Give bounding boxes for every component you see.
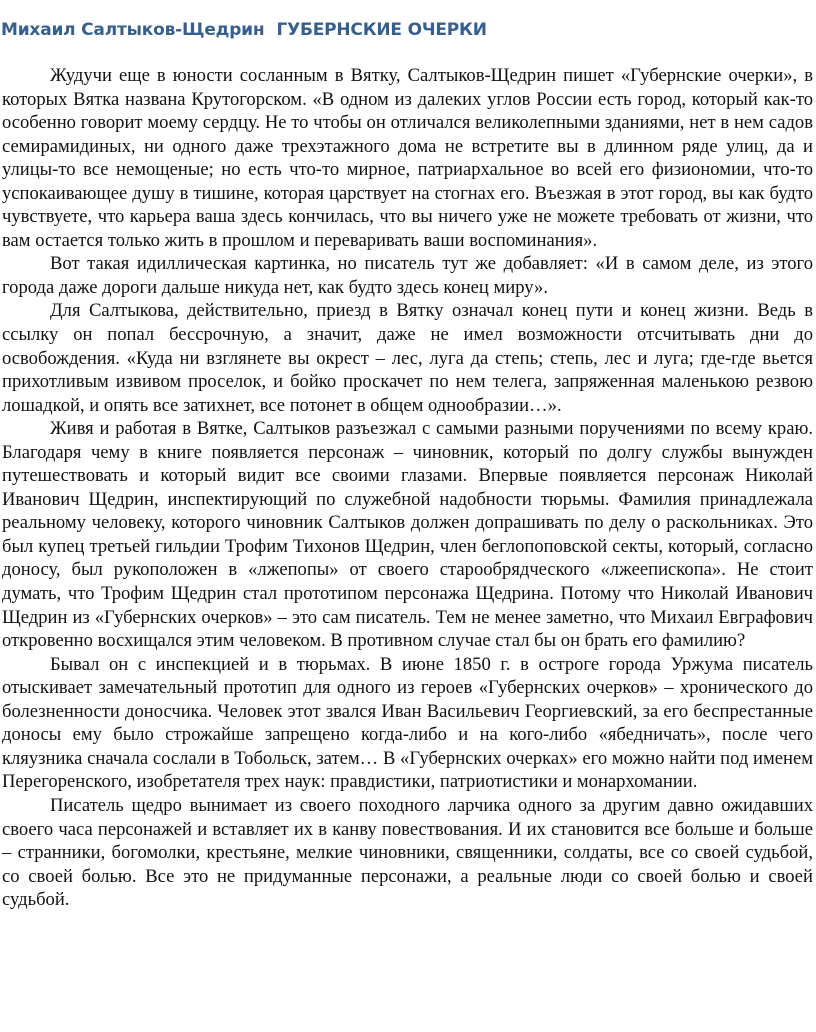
- author-name: Михаил Салтыков-Щедрин: [1, 20, 265, 40]
- paragraph: Бывал он с инспекцией и в тюрьмах. В июне 1850 г. в остроге города Уржума писатель отыскивает замечательный прототип для одного из героев «Губернских очерков» – хронического до болезненности доносчика. Человек этот звался Иван Васильевич Георгиевский, за его беспрестанные доносы ему было строжайше запрещено когда-либо и на кого-либо «ябедничать», после чего кляузника сначала сослали в Тобольск, затем… В «Губернских очерках» его можно найти под именем Перегоренского, изобретателя трех наук: правдистики, патриотистики и монархомании.: [2, 653, 813, 793]
- paragraph: Для Салтыкова, действительно, приезд в Вятку означал конец пути и конец жизни. Ведь в ссылку он попал бессрочную, а значит, даже не имел возможности отсчитывать дни до освобождения. «Куда ни взглянете вы окрест – лес, луга да степь; степь, лес и луга; где-где вьется прихотливым извивом проселок, и бойко проскачет по нем телега, запряженная маленькою резвою лошадкой, и опять все затихнет, все потонет в общем однообразии…».: [2, 300, 813, 416]
- paragraph: Жудучи еще в юности сосланным в Вятку, Салтыков-Щедрин пишет «Губернские очерки», в которых Вятка названа Крутогорском. «В одном из далеких углов России есть город, который как-то особенно говорит моему сердцу. Не то чтобы он отличался великолепными зданиями, нет в нем садов семирамидиных, ни одного даже трехэтажного дома не встретите вы в длинном ряде улиц, да и улицы-то все немощеные; но есть что-то мирное, патриархальное во всей его физиономии, что-то успокаивающее душу в тишине, которая царствует на стогнах его. Въезжая в этот город, вы как будто чувствуете, что карьера ваша здесь кончилась, что вы ничего уже не можете требовать от жизни, что вам остается только жить в прошлом и переваривать ваши воспоминания».: [2, 65, 813, 251]
- paragraph: Вот такая идиллическая картинка, но писатель тут же добавляет: «И в самом деле, из этого города даже дороги дальше никуда нет, как будто здесь конец миру».: [2, 253, 813, 298]
- document-title: ГУБЕРНСКИЕ ОЧЕРКИ: [276, 20, 487, 40]
- article-body: [0, 64, 816, 912]
- paragraph: Писатель щедро вынимает из своего походного ларчика одного за другим давно ожидавших своего часа персонажей и вставляет их в канву повествования. И их становится все больше и больше – странники, богомолки, крестьяне, мелкие чиновники, священники, солдаты, все со своей судьбой, со своей болью. Все это не придуманные персонажи, а реальные люди со своей болью и своей судьбой.: [2, 794, 813, 911]
- document-header: [1, 18, 816, 42]
- paragraph: Живя и работая в Вятке, Салтыков разъезжал с самыми разными поручениями по всему краю. Благодаря чему в книге появляется персонаж – чиновник, который по долгу службы вынужден путешествовать и который видит все своими глазами. Впервые появляется персонаж Николай Иванович Щедрин, инспектирующий по служебной надобности тюрьмы. Фамилия принадлежала реальному человеку, которого чиновник Салтыков должен допрашивать по делу о раскольниках. Это был купец третьей гильдии Трофим Тихонов Щедрин, член беглопоповской секты, который, согласно доносу, был рукоположен в «лжепопы» от своего старообрядческого «лжеепископа». Не стоит думать, что Трофим Щедрин стал прототипом персонажа Щедрина. Потому что Николай Иванович Щедрин из «Губернских очерков» – это сам писатель. Тем не менее заметно, что Михаил Евграфович откровенно восхищался этим человеком. В противном случае стал бы он брать его фамилию?: [2, 418, 813, 652]
